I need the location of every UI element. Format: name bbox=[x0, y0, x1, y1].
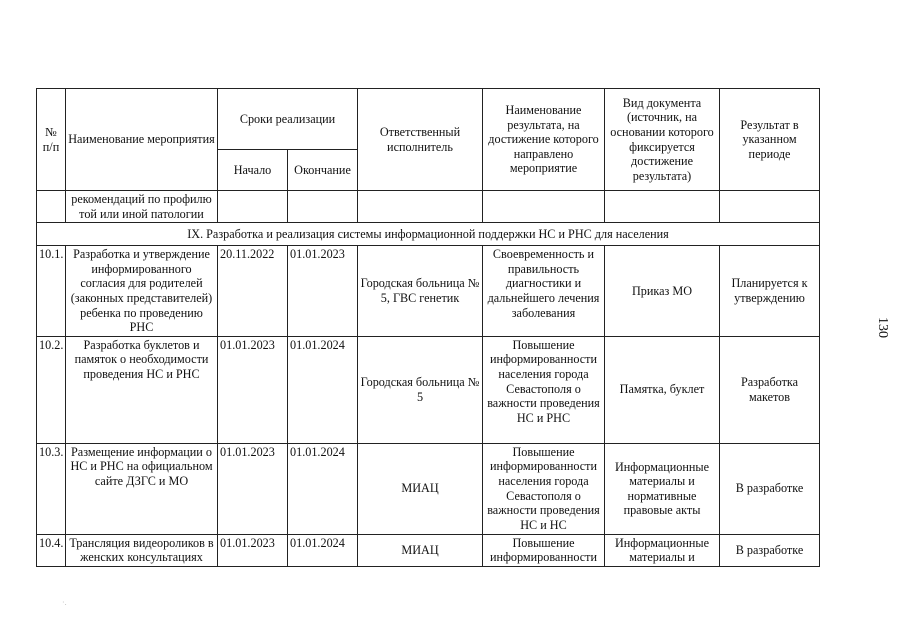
row-doc-type: Приказ МО bbox=[605, 246, 720, 337]
row-start: 01.01.2023 bbox=[218, 336, 288, 443]
header-terms: Сроки реализации bbox=[218, 89, 358, 150]
row-result-name: Своевременность и правильность диагностики и дальнейшего лечения заболевания bbox=[483, 246, 605, 337]
header-result: Результат в указанном периоде bbox=[720, 89, 820, 191]
header-result-name: Наименование результата, на достижение которого направлено мероприятие bbox=[483, 89, 605, 191]
row-end: 01.01.2024 bbox=[288, 443, 358, 534]
continuation-num bbox=[37, 191, 66, 223]
row-end: 01.01.2023 bbox=[288, 246, 358, 337]
header-row bbox=[37, 89, 820, 150]
row-executor: Городская больница № 5, ГВС генетик bbox=[358, 246, 483, 337]
row-doc-type: Информационные материалы и bbox=[605, 534, 720, 566]
header-start: Начало bbox=[218, 150, 288, 191]
table-row bbox=[37, 534, 820, 566]
header-doc-type: Вид документа (источник, на основании которого фиксируется достижение результата) bbox=[605, 89, 720, 191]
table-row bbox=[37, 443, 820, 534]
row-doc-type: Памятка, буклет bbox=[605, 336, 720, 443]
row-start: 20.11.2022 bbox=[218, 246, 288, 337]
row-name: Разработка и утверждение информированного согласия для родителей (законных представителей) ребенка по проведению РНС bbox=[66, 246, 218, 337]
row-result-name: Повышение информированности bbox=[483, 534, 605, 566]
row-num: 10.1. bbox=[37, 246, 66, 337]
row-num: 10.4. bbox=[37, 534, 66, 566]
row-executor: Городская больница № 5 bbox=[358, 336, 483, 443]
row-start: 01.01.2023 bbox=[218, 443, 288, 534]
row-executor: МИАЦ bbox=[358, 534, 483, 566]
table-row bbox=[37, 246, 820, 337]
continuation-name: рекомендаций по профилю той или иной патологии bbox=[66, 191, 218, 223]
header-name: Наименование мероприятия bbox=[66, 89, 218, 191]
row-end: 01.01.2024 bbox=[288, 534, 358, 566]
header-end: Окончание bbox=[288, 150, 358, 191]
row-result-name: Повышение информированности населения города Севастополя о важности проведения НС и НС bbox=[483, 443, 605, 534]
row-result: В разработке bbox=[720, 443, 820, 534]
row-result-name: Повышение информированности населения города Севастополя о важности проведения НС и РНС bbox=[483, 336, 605, 443]
row-start: 01.01.2023 bbox=[218, 534, 288, 566]
row-result: Разработка макетов bbox=[720, 336, 820, 443]
header-executor: Ответственный исполнитель bbox=[358, 89, 483, 191]
row-result: В разработке bbox=[720, 534, 820, 566]
activities-table bbox=[36, 88, 820, 567]
section-title: IX. Разработка и реализация системы информационной поддержки НС и РНС для населения bbox=[37, 223, 820, 246]
scan-speck: ·. bbox=[62, 598, 67, 607]
row-executor: МИАЦ bbox=[358, 443, 483, 534]
row-num: 10.2. bbox=[37, 336, 66, 443]
row-name: Размещение информации о НС и РНС на официальном сайте ДЗГС и МО bbox=[66, 443, 218, 534]
row-doc-type: Информационные материалы и нормативные правовые акты bbox=[605, 443, 720, 534]
row-result: Планируется к утверждению bbox=[720, 246, 820, 337]
header-num: № п/п bbox=[37, 89, 66, 191]
row-name: Трансляция видеороликов в женских консультациях bbox=[66, 534, 218, 566]
page-number: 130 bbox=[875, 317, 890, 338]
row-end: 01.01.2024 bbox=[288, 336, 358, 443]
row-num: 10.3. bbox=[37, 443, 66, 534]
row-name: Разработка буклетов и памяток о необходимости проведения НС и РНС bbox=[66, 336, 218, 443]
section-row bbox=[37, 223, 820, 246]
table-row bbox=[37, 336, 820, 443]
continuation-row bbox=[37, 191, 820, 223]
